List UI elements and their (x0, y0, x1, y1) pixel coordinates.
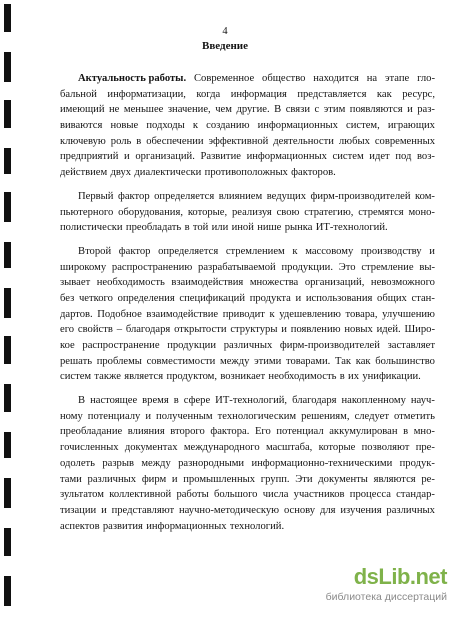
text-line: дартов. Подобное взаимодействие приводит к удешевлению товара, улучшению (60, 308, 435, 320)
text-line: тизации и представляют научно-методическую основу для изучения различных (60, 504, 435, 516)
text-line: преобладание влияния второго фактора. Его потенциал аккумулирован в мно- (60, 426, 435, 438)
paragraph (60, 393, 435, 534)
watermark (325, 566, 447, 616)
text-line: Второй фактор определяется стремлением к массовому производству и (78, 245, 435, 257)
text-line: полистически преобладать в той или иной нише рынка ИТ-технологий. (60, 222, 388, 234)
text-line: аспектов развития информационных технологий. (60, 520, 285, 532)
bold-lead: Актуальность работы. (78, 73, 187, 84)
watermark-subtitle: библиотека диссертаций (325, 591, 447, 603)
paragraph (60, 189, 435, 236)
text-line: решать проблемы совместимости между этими товарами. Так как большинство (60, 355, 435, 367)
text-line: одолеть разрыв между разнородными информационно-техническими продук- (60, 457, 435, 469)
text-line: Актуальность работы. Современное общество находится на этапе гло- (60, 71, 435, 87)
text-line: зультатом коллективной работы большого числа участников процесса стандар- (60, 489, 435, 501)
binding-edge-marks (4, 0, 14, 620)
paragraph (60, 71, 435, 181)
text-line: зывает необходимость взаимодействия множества организаций, невозможного (60, 277, 435, 289)
page-title: Введение (201, 40, 249, 52)
text-line: тами различных фирм и промышленных групп. Эти документы являются ре- (60, 473, 435, 485)
text-line: Первый фактор определяется влиянием ведущих фирм-производителей ком- (78, 190, 435, 202)
text-line: без четкого определения спецификаций продукта и использования общих стан- (60, 292, 435, 304)
page-number: 4 (222, 26, 228, 37)
text-line: систем также является продуктом, возникает необходимость в их унификации. (60, 371, 421, 383)
text-line: широкому распространению разрабатываемой продукции. Это стремление вы- (60, 261, 435, 273)
text-line: предприятий и организаций. Развитие информационных систем идет под воз- (60, 151, 435, 163)
watermark-logo: dsLib.net (353, 564, 447, 589)
text-line: бальной информатизации, когда информация представляется как ресурс, (60, 88, 435, 100)
text-line: его свойств – благодаря открытости структуры и появлению новых идей. Широ- (60, 324, 435, 336)
text-line: ному потенциалу и полученным технологическим решениям, следует отметить (60, 410, 435, 422)
text-line: пьютерного оборудования, которые, реализуя свою стратегию, стремятся моно- (60, 206, 435, 218)
paragraph (60, 244, 435, 385)
text-line: гочисленных документах международного масштаба, которые позволяют пре- (60, 442, 435, 454)
document-body (60, 71, 435, 534)
text-line: кое распространение продукции различных фирм-производителей заставляет (60, 340, 435, 351)
text-line: В настоящее время в сфере ИТ-технологий, благодаря накопленному науч- (78, 395, 435, 407)
text-line: виваются новые подходы к созданию информационных систем, играющих (60, 120, 435, 132)
text-line: ключевую роль в обеспечении эффективной деятельности любых современных (60, 135, 435, 147)
text-line: имеющий не меньшее значение, чем другие. В связи с этим появляются и раз- (60, 104, 435, 116)
text-line: действием двух диалектически противоположных факторов. (60, 167, 336, 179)
